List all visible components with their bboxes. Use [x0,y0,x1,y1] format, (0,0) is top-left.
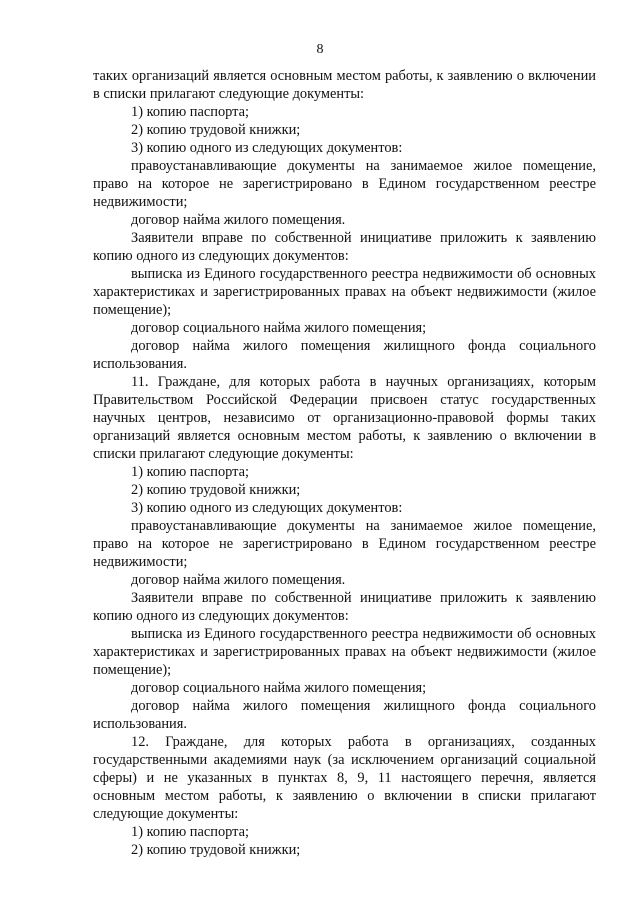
paragraph: Заявители вправе по собственной инициативе приложить к заявлению копию одного из следующих документов: [93,590,596,624]
paragraph: 3) копию одного из следующих документов: [131,140,403,156]
paragraph: 11. Граждане, для которых работа в научных организациях, которым Правительством Российской Федерации присвоен статус государственных научных центров, независимо от организационно-правовой формы таких организаций является основным местом работы, к заявлению о включении в списки прилагают следующие документы: [93,374,596,462]
paragraph: договор найма жилого помещения. [131,572,346,588]
paragraph: правоустанавливающие документы на занимаемое жилое помещение, право на которое не зарегистрировано в Едином государственном реестре недвижимости; [93,158,596,210]
paragraph: выписка из Единого государственного реестра недвижимости об основных характеристиках и зарегистрированных правах на объект недвижимости (жилое помещение); [93,266,596,318]
paragraph: договор социального найма жилого помещения; [131,680,427,696]
paragraph: таких организаций является основным местом работы, к заявлению о включении в списки прилагают следующие документы: [93,68,596,102]
paragraph: 1) копию паспорта; [131,824,250,840]
paragraph: 3) копию одного из следующих документов: [131,500,403,516]
page-number: 8 [316,42,324,57]
paragraph: 1) копию паспорта; [131,464,250,480]
paragraph: 12. Граждане, для которых работа в организациях, созданных государственными академиями наук (за исключением организаций социальной сферы) и не указанных в пунктах 8, 9, 11 настоящего перечня, является основным местом работы, к заявлению о включении в списки прилагают следующие документы: [93,734,596,822]
document-body [93,67,596,859]
paragraph: договор найма жилого помещения. [131,212,346,228]
paragraph: договор найма жилого помещения жилищного фонда социального использования. [93,698,596,732]
paragraph: 2) копию трудовой книжки; [131,482,301,498]
paragraph: выписка из Единого государственного реестра недвижимости об основных характеристиках и зарегистрированных правах на объект недвижимости (жилое помещение); [93,626,596,678]
paragraph: правоустанавливающие документы на занимаемое жилое помещение, право на которое не зарегистрировано в Едином государственном реестре недвижимости; [93,518,596,570]
paragraph: 2) копию трудовой книжки; [131,842,301,858]
paragraph: Заявители вправе по собственной инициативе приложить к заявлению копию одного из следующих документов: [93,230,596,264]
paragraph: 1) копию паспорта; [131,104,250,120]
paragraph: договор найма жилого помещения жилищного фонда социального использования. [93,338,596,372]
paragraph: 2) копию трудовой книжки; [131,122,301,138]
paragraph: договор социального найма жилого помещения; [131,320,427,336]
